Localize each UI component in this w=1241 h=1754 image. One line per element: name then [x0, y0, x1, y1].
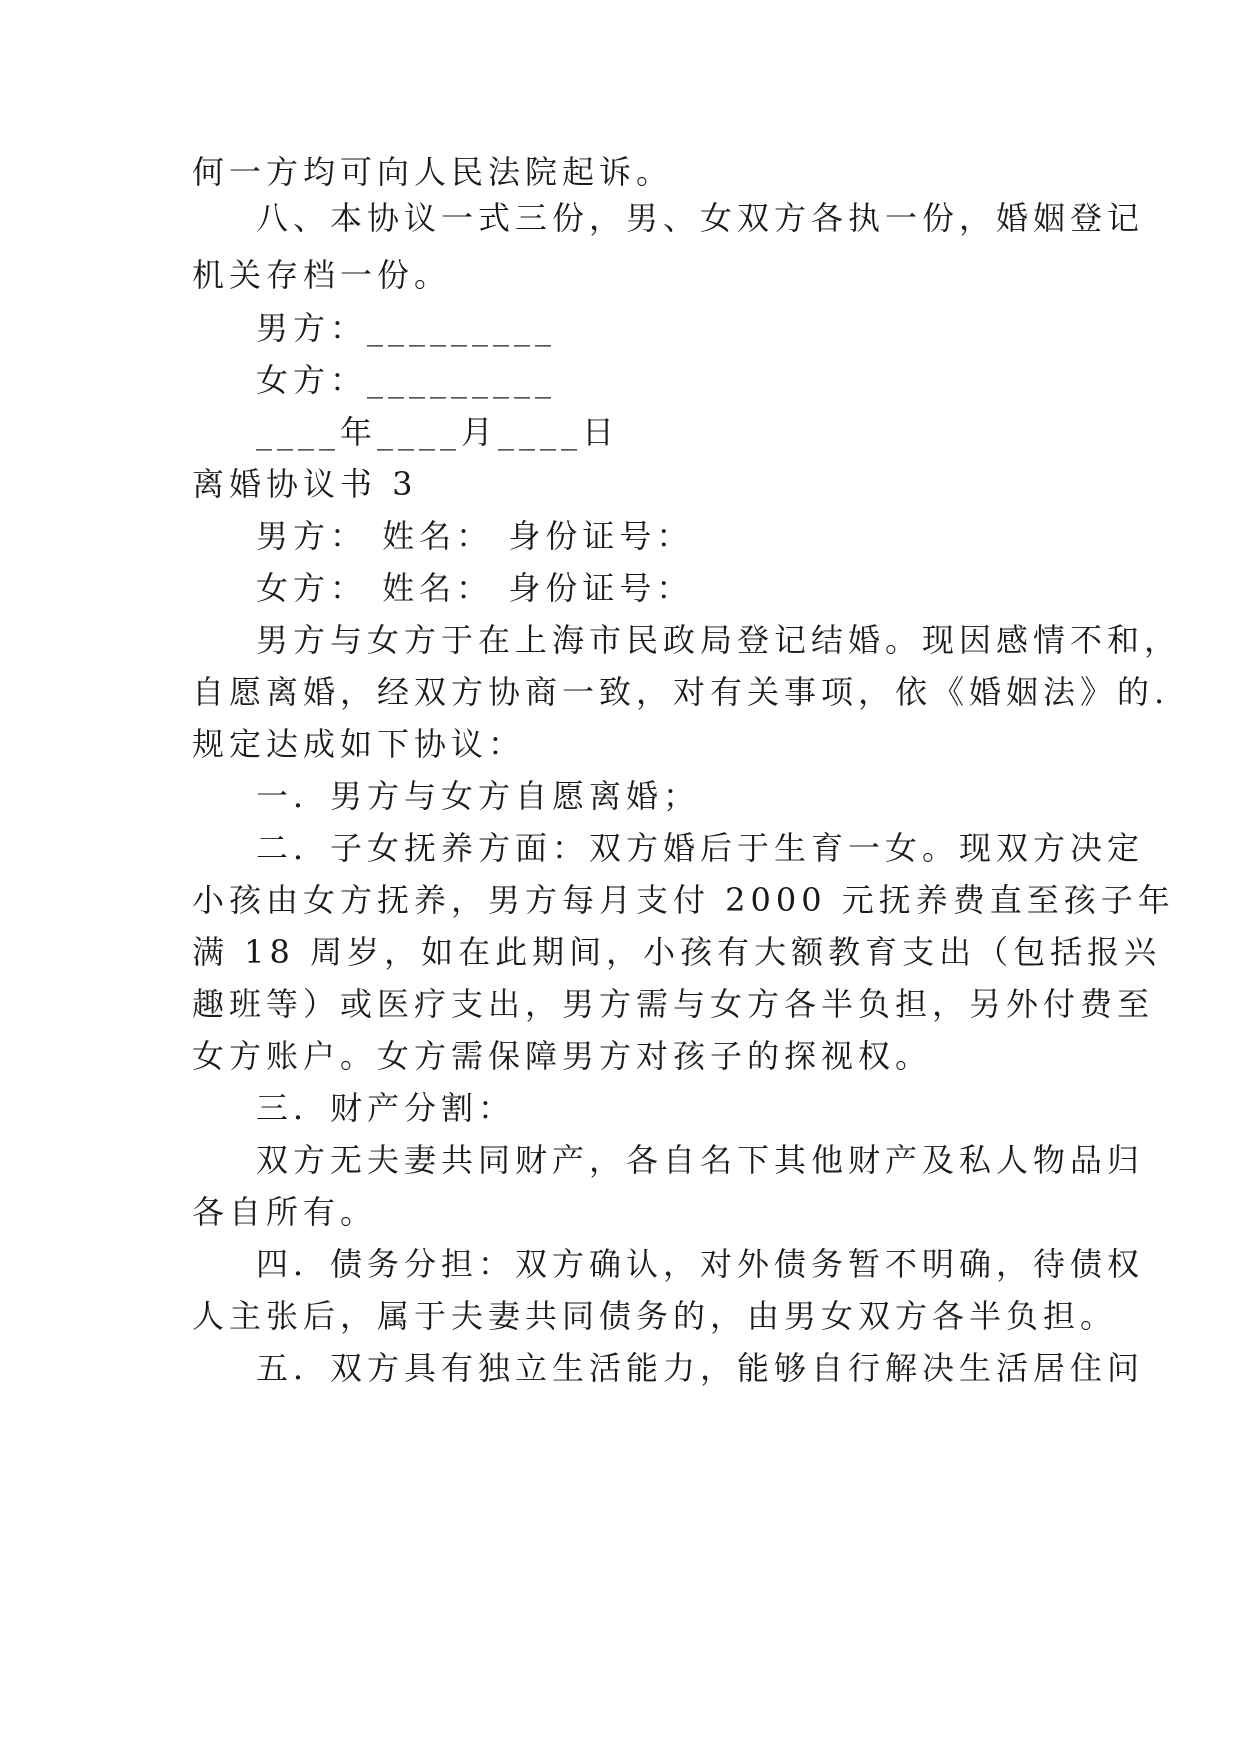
text-line: 各自所有。	[192, 1193, 378, 1231]
text-line: 八、本协议一式三份，男、女双方各执一份，婚姻登记	[256, 199, 1145, 237]
text-line: 机关存档一份。	[192, 256, 452, 294]
party-info-female: 女方： 姓名： 身份证号：	[256, 569, 694, 607]
clause-4: 四．债务分担：双方确认，对外债务暂不明确，待债权	[256, 1245, 1145, 1283]
text-line: 何一方均可向人民法院起诉。	[192, 153, 674, 191]
clause-1: 一．男方与女方自愿离婚；	[256, 777, 701, 815]
text-line: 满 18 周岁，如在此期间，小孩有大额教育支出（包括报兴	[192, 933, 1162, 971]
text-line: 小孩由女方抚养，男方每月支付 2000 元抚养费直至孩子年	[192, 881, 1175, 919]
section-title: 离婚协议书 3	[192, 465, 418, 503]
text-line: 人主张后，属于夫妻共同债务的，由男女双方各半负担。	[192, 1297, 1118, 1335]
text-line: 男方与女方于在上海市民政局登记结婚。现因感情不和，	[256, 621, 1182, 659]
clause-2: 二．子女抚养方面：双方婚后于生育一女。现双方决定	[256, 829, 1145, 867]
date-line: ____年____月____日	[256, 413, 620, 451]
signature-line-female: 女方：_________	[256, 361, 557, 399]
clause-5: 五．双方具有独立生活能力，能够自行解决生活居住问	[256, 1349, 1145, 1387]
text-line: 规定达成如下协议：	[192, 725, 526, 763]
party-info-male: 男方： 姓名： 身份证号：	[256, 517, 694, 555]
signature-line-male: 男方：_________	[256, 309, 557, 347]
clause-3: 三．财产分割：	[256, 1089, 516, 1127]
text-line: 趣班等）或医疗支出，男方需与女方各半负担，另外付费至	[192, 985, 1155, 1023]
text-line: 女方账户。女方需保障男方对孩子的探视权。	[192, 1037, 933, 1075]
text-line: 双方无夫妻共同财产，各自名下其他财产及私人物品归	[256, 1141, 1145, 1179]
text-line: 自愿离婚，经双方协商一致，对有关事项，依《婚姻法》的.	[192, 673, 1170, 711]
